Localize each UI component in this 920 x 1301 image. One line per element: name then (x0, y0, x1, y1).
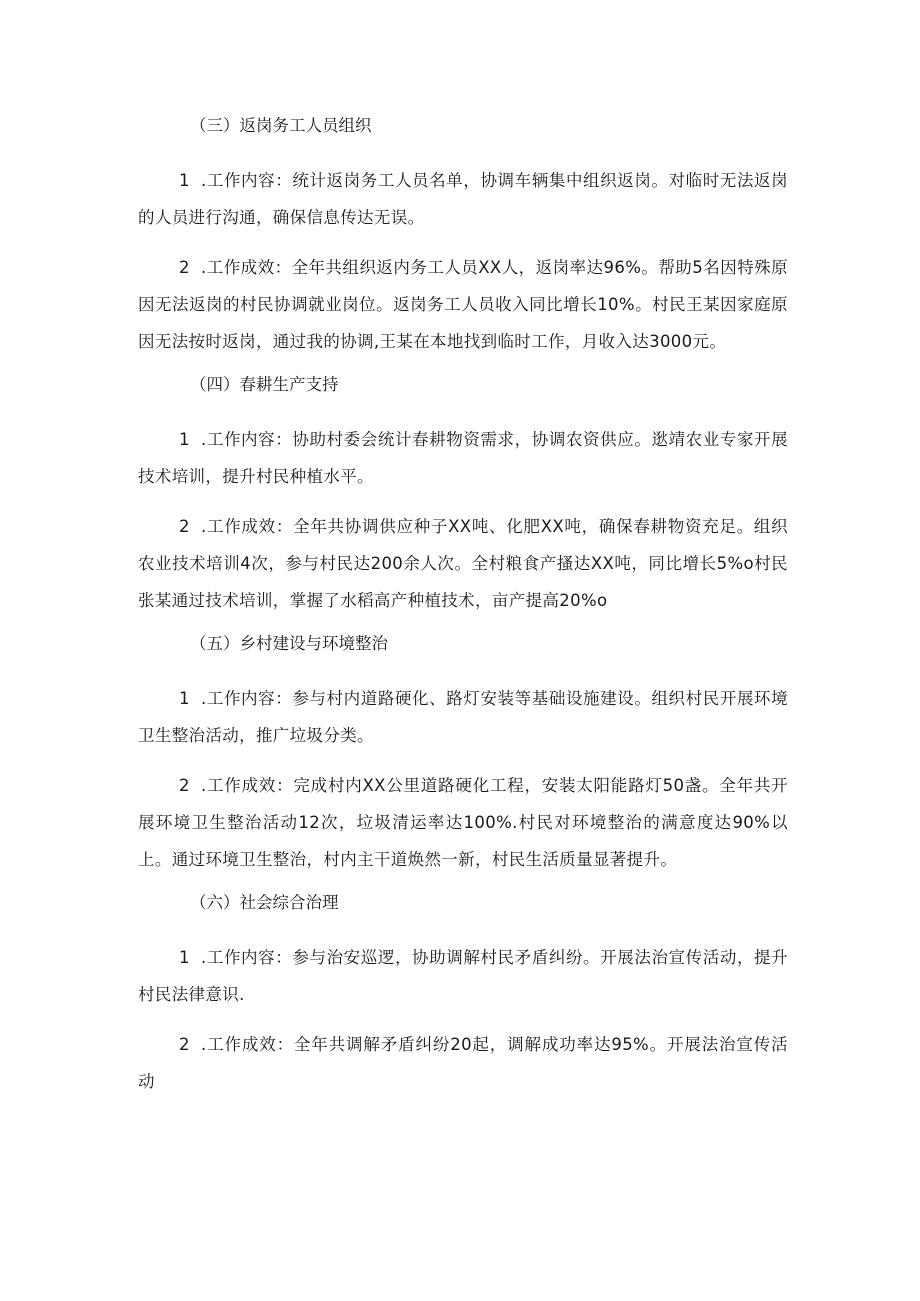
paragraph (138, 1026, 788, 1100)
paragraph (138, 162, 788, 236)
item-number: 2 (179, 517, 190, 536)
paragraph (138, 508, 788, 619)
section-heading: （四）春耕生产支持 (190, 375, 339, 394)
item-number: 2 (179, 1035, 190, 1054)
paragraph-text: .工作内容：统计返岗务工人员名单，协调车辆集中组织返岗。对临时无法返岗的人员进行沟通，确保信息传达无误。 (138, 171, 788, 227)
paragraph-text: .工作成效：全年共组织返内务工人员XX人，返岗率达96%。帮助5名因特殊原因无法返岗的村民协调就业岗位。返岗务工人员收入同比增长10%。村民王某因家庭原因无法按时返岗，通过我的协调,王某在本地找到临时工作，月收入达3000元。 (138, 258, 788, 351)
section-heading: （五）乡村建设与环境整治 (190, 634, 388, 653)
item-number: 1 (179, 171, 190, 190)
paragraph-text: .工作成效：完成村内XX公里道路硬化工程，安装太阳能路灯50盏。全年共开展环境卫生整治活动12次，垃圾清运率达100%.村民对环境整治的满意度达90%以上。通过环境卫生整治，村内主干道焕然一新，村民生活质量显著提升。 (138, 776, 788, 869)
paragraph-text: .工作内容：参与村内道路硬化、路灯安装等基础设施建设。组织村民开展环境卫生整治活动，推广垃圾分类。 (138, 689, 788, 745)
item-number: 1 (179, 689, 190, 708)
paragraph (138, 939, 788, 1013)
paragraph (138, 421, 788, 495)
item-number: 1 (179, 948, 190, 967)
paragraph-text: .工作成效：全年共调解矛盾纠纷20起，调解成功率达95%。开展法治宣传活动 (138, 1035, 788, 1091)
item-number: 2 (179, 258, 190, 277)
paragraph-text: .工作成效：全年共协调供应种子XX吨、化肥XX吨，确保春耕物资充足。组织农业技术培训4次，参与村民达200余人次。全村粮食产搔达XX吨，同比增长5%o村民张某通过技术培训，掌握了水稻高产种植技术，亩产提高20%o (138, 517, 788, 610)
paragraph-text: .工作内容：协助村委会统计春耕物资需求，协调农资供应。逖靖农业专家开展技术培训，提升村民种植水平。 (138, 430, 788, 486)
item-number: 2 (179, 776, 190, 795)
paragraph (138, 767, 788, 878)
paragraph (138, 680, 788, 754)
paragraph-text: .工作内容：参与治安巡逻，协助调解村民矛盾纠纷。开展法治宣传活动，提升村民法律意识. (138, 948, 788, 1004)
document-body (138, 114, 788, 1113)
section-heading: （六）社会综合治理 (190, 893, 339, 912)
item-number: 1 (179, 430, 190, 449)
paragraph (138, 249, 788, 360)
section-heading: （三）返岗务工人员组织 (190, 116, 372, 135)
